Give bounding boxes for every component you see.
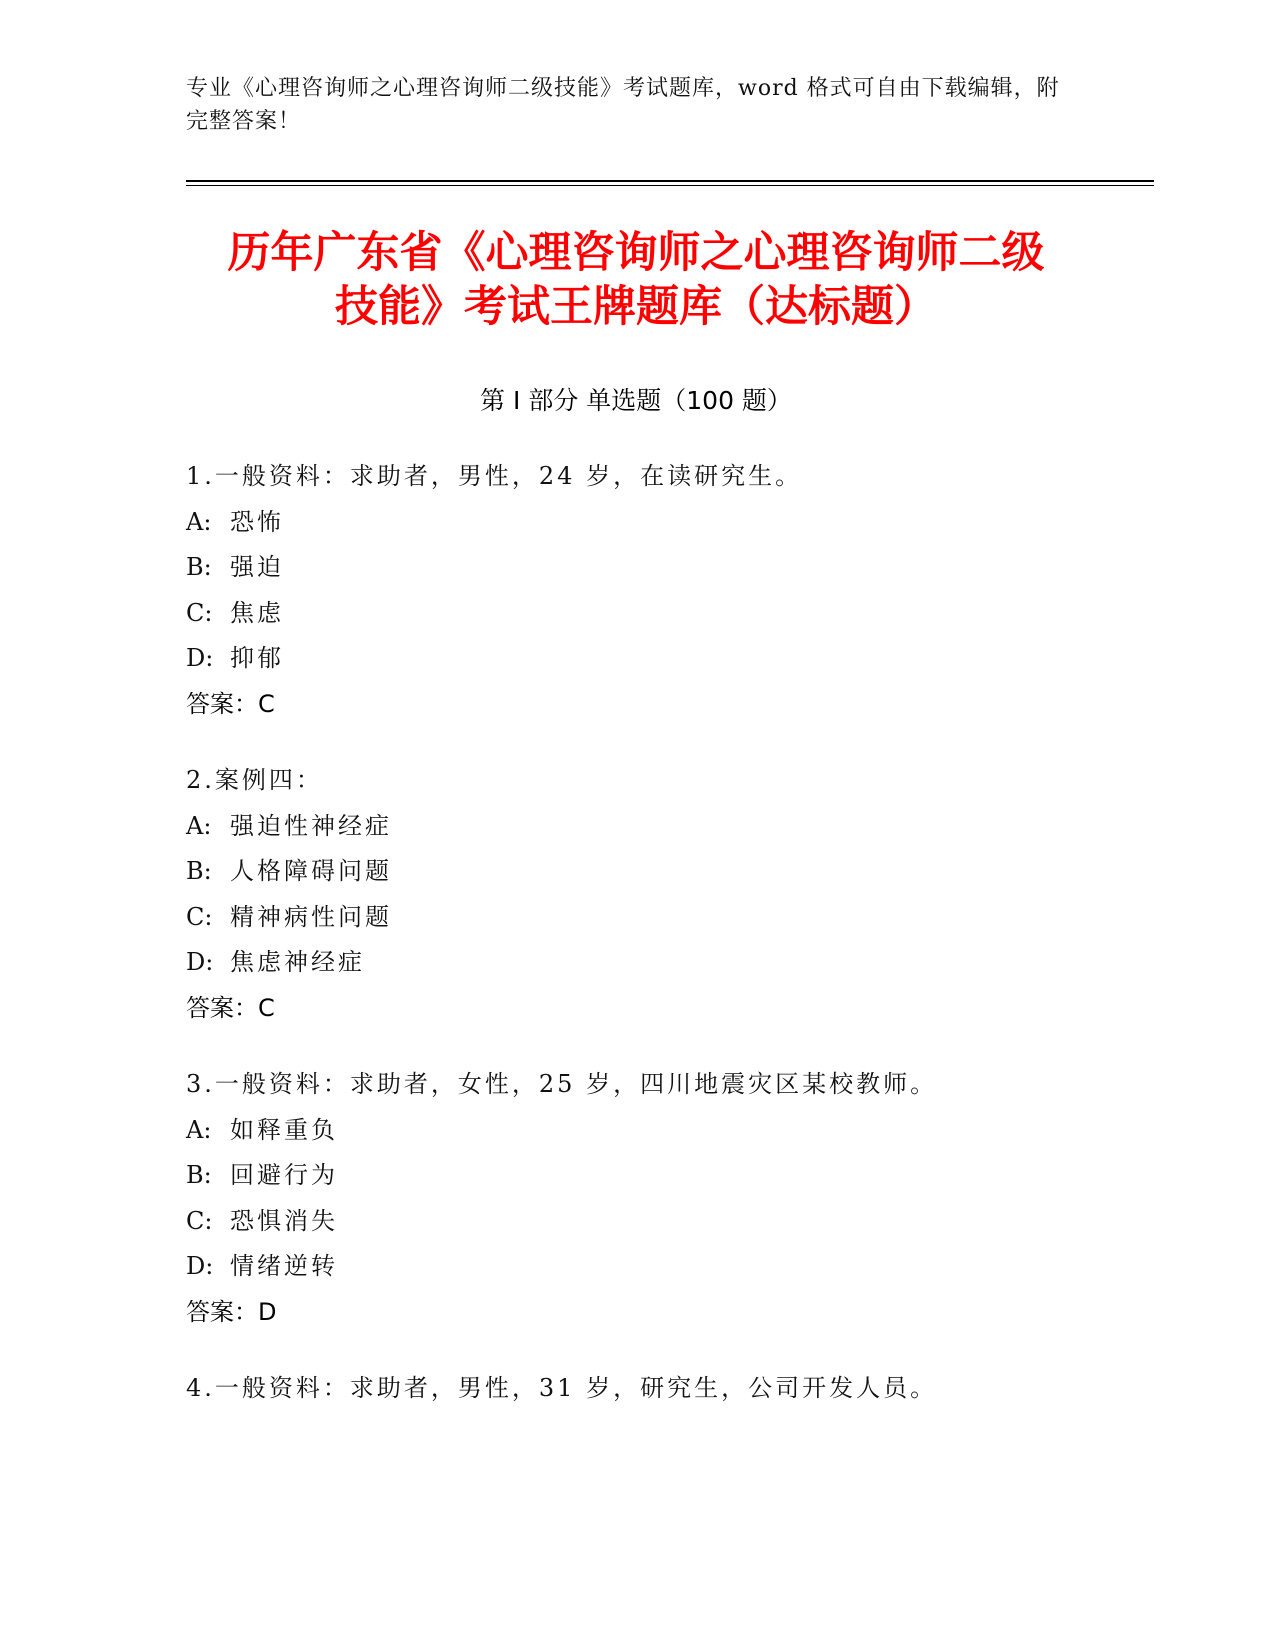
document-title (186, 226, 1086, 334)
option-d (186, 636, 1086, 682)
option-text: 回避行为 (230, 1161, 338, 1189)
option-text: 情绪逆转 (230, 1252, 338, 1280)
option-key: D: (186, 948, 214, 976)
question-text: 4.一般资料：求助者，男性，31 岁，研究生，公司开发人员。 (186, 1374, 938, 1402)
option-text: 精神病性问题 (230, 902, 392, 931)
question-text: 3.一般资料：求助者，女性，25 岁，四川地震灾区某校教师。 (186, 1070, 938, 1098)
question-text: 1.一般资料：求助者，男性，24 岁，在读研究生。 (186, 462, 803, 490)
option-d (186, 1244, 1086, 1290)
question-4 (186, 1366, 1086, 1412)
title-line-2: 技能》考试王牌题库（达标题） (335, 282, 937, 332)
header-rule-thick (186, 180, 1154, 182)
option-text: 强迫性神经症 (230, 811, 392, 840)
answer: 答案：C (186, 689, 275, 718)
option-text: 抑郁 (230, 644, 284, 672)
option-text: 如释重负 (230, 1115, 338, 1144)
answer: 答案：C (186, 993, 275, 1022)
header-note: 专业《心理咨询师之心理咨询师二级技能》考试题库，word 格式可自由下载编辑，附完整答案！ (186, 76, 1060, 134)
option-key: B: (186, 1161, 212, 1189)
option-key: A: (186, 507, 212, 536)
option-text: 恐怖 (230, 507, 284, 536)
option-key: C: (186, 598, 213, 627)
option-text: 强迫 (230, 553, 284, 581)
option-b (186, 849, 1086, 895)
question-3 (186, 1062, 1086, 1335)
title-line-1: 历年广东省《心理咨询师之心理咨询师二级 (227, 228, 1045, 278)
section-title: 第 I 部分 单选题（100 题） (480, 386, 792, 415)
question-text: 2.案例四： (186, 766, 323, 794)
option-text: 恐惧消失 (230, 1206, 338, 1235)
option-c (186, 895, 1086, 941)
option-key: D: (186, 644, 214, 672)
option-key: B: (186, 857, 212, 885)
question-2 (186, 758, 1086, 1031)
option-b (186, 545, 1086, 591)
option-a (186, 804, 1086, 850)
option-text: 焦虑神经症 (230, 948, 365, 976)
option-c (186, 591, 1086, 637)
option-d (186, 940, 1086, 986)
option-a (186, 1108, 1086, 1154)
question-1 (186, 454, 1086, 727)
option-c (186, 1199, 1086, 1245)
option-key: B: (186, 553, 212, 581)
option-key: D: (186, 1252, 214, 1280)
option-key: C: (186, 902, 213, 931)
option-key: A: (186, 1115, 212, 1144)
option-key: A: (186, 811, 212, 840)
option-key: C: (186, 1206, 213, 1235)
option-b (186, 1153, 1086, 1199)
option-text: 人格障碍问题 (230, 857, 392, 885)
header-rule-thin (186, 185, 1154, 186)
option-a (186, 500, 1086, 546)
answer: 答案：D (186, 1297, 277, 1326)
option-text: 焦虑 (230, 598, 284, 627)
